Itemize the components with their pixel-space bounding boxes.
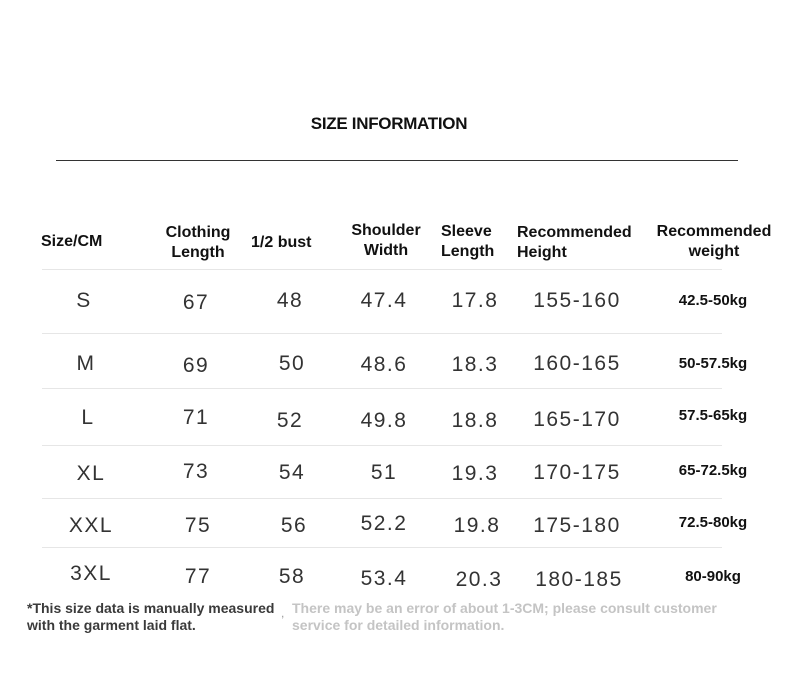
cell-sleeve: 19.8 xyxy=(453,514,501,537)
header-shoulder-width xyxy=(343,221,429,261)
cell-bust: 50 xyxy=(278,352,306,375)
cell-weight: 65-72.5kg xyxy=(678,462,748,479)
cell-size: XXL xyxy=(68,514,114,537)
row-divider xyxy=(42,388,722,389)
header-recommended-weight-line2: weight xyxy=(688,243,740,260)
cell-height: 170-175 xyxy=(533,461,621,484)
cell-height: 180-185 xyxy=(535,568,623,591)
row-divider xyxy=(42,547,722,548)
note-separator: , xyxy=(281,606,285,620)
header-size: Size/CM xyxy=(41,233,103,250)
cell-bust: 58 xyxy=(278,565,306,588)
cell-length: 71 xyxy=(182,406,210,429)
cell-sleeve: 20.3 xyxy=(455,568,503,591)
cell-size: L xyxy=(81,406,95,429)
cell-length: 75 xyxy=(184,514,212,537)
cell-length: 73 xyxy=(182,460,210,483)
cell-sleeve: 17.8 xyxy=(451,289,499,312)
row-divider xyxy=(42,269,722,270)
cell-sleeve: 19.3 xyxy=(451,462,499,485)
header-clothing-length-line2: Length xyxy=(171,244,225,261)
cell-shoulder: 47.4 xyxy=(360,289,408,312)
cell-sleeve: 18.3 xyxy=(451,353,499,376)
row-divider xyxy=(42,333,722,334)
cell-shoulder: 52.2 xyxy=(360,512,408,535)
header-sleeve-length xyxy=(441,222,494,262)
cell-bust: 52 xyxy=(276,409,304,432)
header-recommended-height xyxy=(517,223,632,263)
cell-bust: 54 xyxy=(278,461,306,484)
header-bust: 1/2 bust xyxy=(251,234,312,251)
header-recommended-height-line2: Height xyxy=(517,244,567,261)
cell-shoulder: 48.6 xyxy=(360,353,408,376)
row-divider xyxy=(42,445,722,446)
cell-height: 175-180 xyxy=(533,514,621,537)
cell-length: 67 xyxy=(182,291,210,314)
cell-shoulder: 51 xyxy=(370,461,398,484)
cell-weight: 72.5-80kg xyxy=(678,514,748,531)
cell-sleeve: 18.8 xyxy=(451,409,499,432)
title-divider xyxy=(56,160,738,161)
cell-size: S xyxy=(76,289,92,312)
header-recommended-weight xyxy=(649,222,779,262)
cell-length: 77 xyxy=(184,565,212,588)
page-title: SIZE INFORMATION xyxy=(310,114,468,133)
cell-weight: 50-57.5kg xyxy=(678,355,748,372)
header-shoulder-width-line1: Shoulder xyxy=(351,222,421,239)
cell-size: 3XL xyxy=(70,562,112,585)
header-recommended-height-line1: Recommended xyxy=(517,224,632,241)
cell-shoulder: 49.8 xyxy=(360,409,408,432)
cell-shoulder: 53.4 xyxy=(360,567,408,590)
cell-height: 155-160 xyxy=(533,289,621,312)
cell-weight: 80-90kg xyxy=(685,568,741,585)
header-recommended-weight-line1: Recommended xyxy=(656,223,772,240)
cell-height: 165-170 xyxy=(533,408,621,431)
header-sleeve-length-line1: Sleeve xyxy=(441,223,492,240)
cell-weight: 57.5-65kg xyxy=(678,407,748,424)
cell-bust: 48 xyxy=(276,289,304,312)
cell-length: 69 xyxy=(182,354,210,377)
cell-size: M xyxy=(76,352,96,375)
measurement-note: *This size data is manually measured with the garment laid flat. xyxy=(27,600,275,633)
header-clothing-length xyxy=(150,223,246,263)
header-clothing-length-line1: Clothing xyxy=(165,224,231,241)
cell-height: 160-165 xyxy=(533,352,621,375)
header-shoulder-width-line2: Width xyxy=(363,242,409,259)
header-sleeve-length-line2: Length xyxy=(441,243,495,260)
cell-bust: 56 xyxy=(280,514,308,537)
cell-weight: 42.5-50kg xyxy=(678,292,748,309)
cell-size: XL xyxy=(76,462,106,485)
row-divider xyxy=(42,498,722,499)
error-disclaimer: There may be an error of about 1-3CM; please consult customer service for detailed information. xyxy=(292,600,717,633)
